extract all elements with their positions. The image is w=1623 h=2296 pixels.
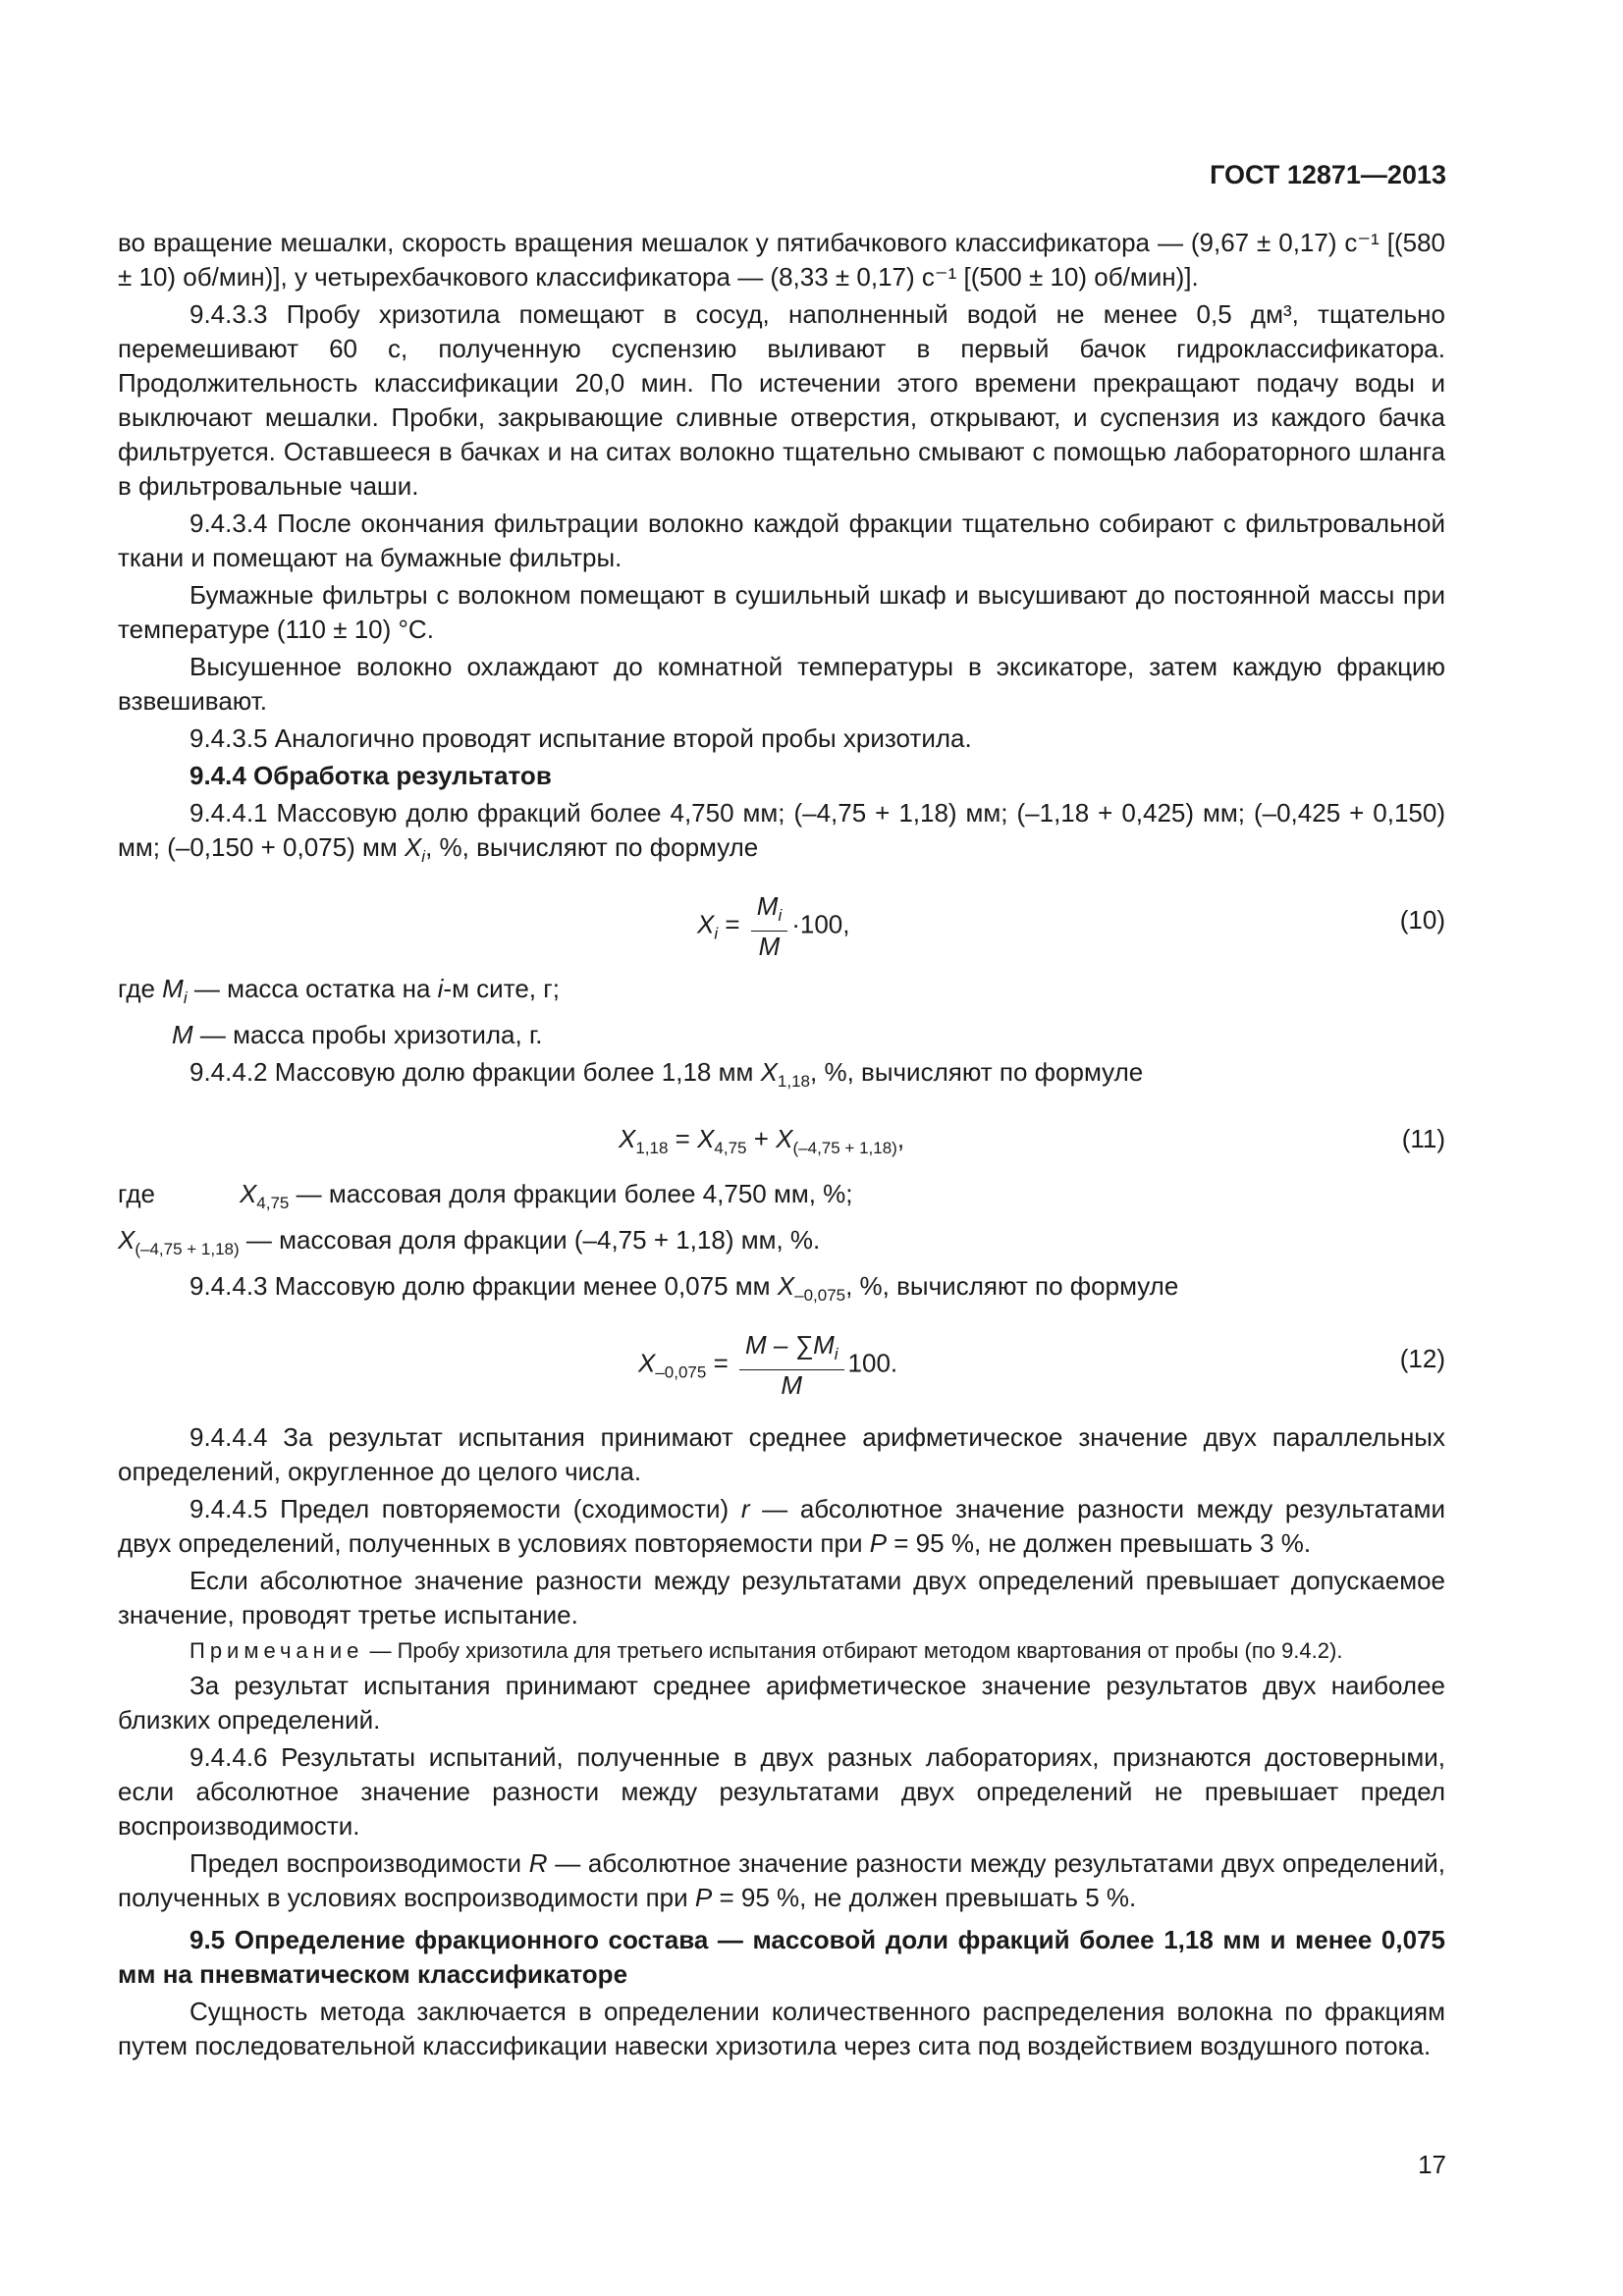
formula-legend: где $M_i$ — масса остатка на i-м сите, г;: [118, 974, 560, 1007]
paragraph: Высушенное волокно охлаждают до комнатной температуры в эксикаторе, затем каждую фракцию взвешивают.: [118, 652, 1445, 716]
paragraph: 9.4.4.3 Массовую долю фракции менее 0,075 мм $X_{-0,075}$, %, вычисляют по формуле: [189, 1271, 1179, 1305]
paragraph: Предел воспроизводимости R — абсолютное значение разности между результатами двух определений, полученных в условиях воспроизводимости при P = 95 %, не должен превышать 5 %.: [118, 1848, 1446, 1912]
paragraph: 9.4.4.5 Предел повторяемости (сходимости) r — абсолютное значение разности между результатами двух определений, полученных в условиях повторяемости при P = 95 %, не должен превышать 3 %.: [118, 1494, 1445, 1558]
formula-number: (10): [1399, 905, 1445, 934]
page-number: 17: [1418, 2150, 1446, 2179]
formula-legend: $X_{(-4,75 + 1,18)}$ — массовая доля фракции (–4,75 + 1,18) мм, %.: [118, 1225, 821, 1258]
section-heading: 9.5 Определение фракционного состава — массовой доли фракций более 1,18 мм и менее 0,075 мм на пневматическом классификаторе: [118, 1925, 1445, 1989]
formula-12: $X_{-0,075}$ = $\frac{M - \sum M_i}{M}$ 100. (12): [638, 1330, 1445, 1400]
paragraph: 9.4.3.5 Аналогично проводят испытание второй пробы хризотила.: [189, 723, 972, 753]
paragraph: 9.4.4.6 Результаты испытаний, полученные в двух разных лабораториях, признаются достоверными, если абсолютное значение разности между результатами двух определений не превышает предел воспроизводимости.: [118, 1742, 1445, 1841]
formula-legend: где $X_{4,75}$ — массовая доля фракции более 4,750 мм, %;: [118, 1179, 853, 1212]
paragraph: Если абсолютное значение разности между результатами двух определений превышает допускаемое значение, проводят третье испытание.: [118, 1566, 1445, 1629]
paragraph: За результат испытания принимают среднее арифметическое значение результатов двух наиболее близких определений.: [118, 1671, 1445, 1735]
fraction: $\frac{M_i}{M}$: [751, 891, 787, 961]
paragraph: 9.4.3.3 Пробу хризотила помещают в сосуд, наполненный водой не менее 0,5 дм³, тщательно перемешивают 60 с, полученную суспензию выливают в первый бачок гидроклассификатора. Продолжительность классификации 20,0 мин. По истечении этого времени прекращают подачу воды и выключают мешалки. Пробки, закрывающие сливные отверстия, открывают, и суспензия из каждого бачка фильтруется. Оставшееся в бачках и на ситах волокно тщательно смывают с помощью лабораторного шланга в фильтровальные чаши.: [118, 299, 1445, 501]
note: Примечание — Пробу хризотила для третьего испытания отбирают методом квартования от пробы (по 9.4.2).: [189, 1638, 1343, 1663]
paragraph: 9.4.3.4 После окончания фильтрации волокно каждой фракции тщательно собирают с фильтровальной ткани и помещают на бумажные фильтры.: [118, 508, 1445, 572]
paragraph: Сущность метода заключается в определении количественного распределения волокна по фракциям путем последовательной классификации навески хризотила через сита под воздействием воздушного потока.: [118, 1997, 1445, 2060]
paragraph: 9.4.4.2 Массовую долю фракции более 1,18 мм $X_{1,18}$, %, вычисляют по формуле: [189, 1057, 1144, 1091]
formula-legend: M — масса пробы хризотила, г.: [172, 1020, 543, 1049]
section-heading: 9.4.4 Обработка результатов: [189, 761, 552, 790]
formula-number: (11): [1401, 1124, 1445, 1153]
standard-header: ГОСТ 12871—2013: [1210, 160, 1446, 189]
paragraph: 9.4.4.4 За результат испытания принимают среднее арифметическое значение двух параллельных определений, округленное до целого числа.: [118, 1422, 1445, 1486]
paragraph: 9.4.4.1 Массовую долю фракций более 4,750 мм; (–4,75 + 1,18) мм; (–1,18 + 0,425) мм; (–0,425 + 0,150) мм; (–0,150 + 0,075) мм $X_i$, %, вычисляют по формуле: [118, 798, 1445, 866]
formula-11: $X_{1,18} = X_{4,75} + X_{(-4,75 + 1,18)}$, (11): [619, 1124, 1445, 1157]
paragraph: Бумажные фильтры с волокном помещают в сушильный шкаф и высушивают до постоянной массы при температуре (110 ± 10) °С.: [118, 580, 1445, 644]
formula-number: (12): [1399, 1344, 1445, 1373]
formula-10: $X_i$ = $\frac{M_i}{M}$ ·100, (10): [697, 891, 1445, 961]
body-text: [118, 226, 1445, 2066]
fraction: $\frac{M - \sum M_i}{M}$: [739, 1330, 844, 1400]
paragraph: во вращение мешалки, скорость вращения мешалок у пятибачкового классификатора — (9,67 ± 0,17) с⁻¹ [(580 ± 10) об/мин)], у четырехбачкового классификатора — (8,33 ± 0,17) с⁻¹ [(500 ± 10) об/мин)].: [118, 228, 1445, 292]
